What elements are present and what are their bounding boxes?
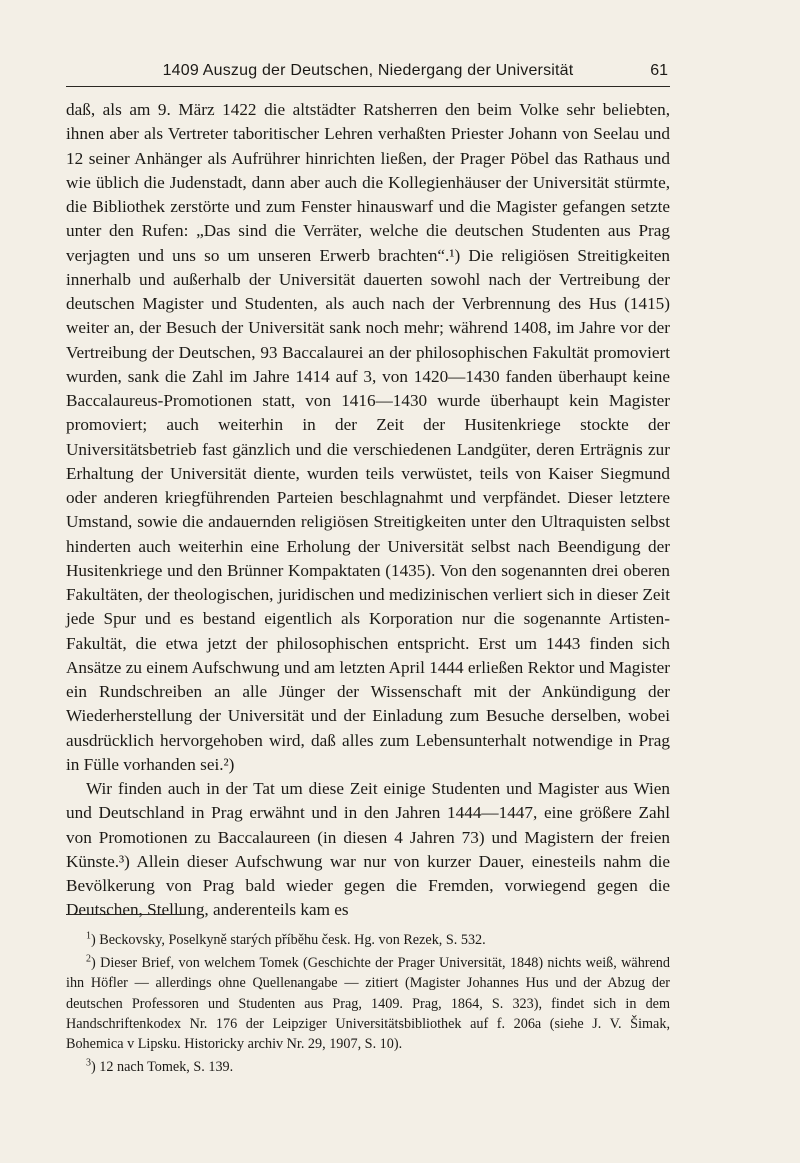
footnote [66,953,670,1054]
footnote-mark: 1 [86,930,91,942]
running-title: 1409 Auszug der Deutschen, Niedergang der Universität [162,62,574,79]
page-number: 61 [650,62,668,79]
paragraph: daß, als am 9. März 1422 die altstädter Ratsherren den beim Volke sehr beliebten, ihnen aber als Vertreter taboritischer Lehren verhaßten Priester Johann von Seelau und 12 seiner Anhänger als Aufrührer hinrichten ließen, der Prager Pöbel das Rathaus und wie üblich die Judenstadt, dann aber auch die Kollegienhäuser der Universität stürmte, die Bibliothek zerstörte und zum Fenster hinauswarf und die Magister gefangen setzte unter den Rufen: „Das sind die Verräter, welche die deutschen Studenten aus Prag verjagten und uns so um unseren Erwerb brachten“.¹) Die religiösen Streitigkeiten innerhalb und außerhalb der Universität dauerten sowohl nach der Vertreibung der deutschen Magister und Studenten, als auch nach der Verbrennung des Hus (1415) weiter an, der Besuch der Universität sank noch mehr; während 1408, im Jahre vor der Vertreibung der Deutschen, 93 Baccalaurei an der philosophischen Fakultät promoviert wurden, sank die Zahl im Jahre 1414 auf 3, von 1420—1430 fanden überhaupt keine Baccalaureus-Promotionen statt, von 1416—1430 wurde überhaupt kein Magister promoviert; auch weiterhin in der Zeit der Husitenkriege stockte der Universitätsbetrieb fast gänzlich und die verschiedenen Landgüter, deren Erträgnis zur Erhaltung der Universität diente, wurden teils verwüstet, teils von Kaiser Siegmund oder anderen kriegführenden Parteien beschlagnahmt und verpfändet. Dieser letztere Umstand, sowie die andauernden religiösen Streitigkeiten unter den Ultraquisten selbst hinderten auch weiterhin eine Erholung der Universität selbst nach Beendigung der Husitenkriege und den Brünner Kompaktaten (1435). Von den sogenannten drei oberen Fakultäten, der theologischen, juridischen und medizinischen verliert sich in dieser Zeit jede Spur und es bestand eigentlich als Korporation nur die sogenannte Artisten-Fakultät, die etwa jetzt der philosophischen entspricht. Erst um 1443 finden sich Ansätze zu einem Aufschwung und am letzten April 1444 erließen Rektor und Magister ein Rundschreiben an alle Jünger der Wissenschaft mit der Ankündigung der Wiederherstellung der Universität und der Einladung zum Besuche derselben, wobei ausdrücklich hervorgehoben wird, daß alles zum Lebensunterhalt notwendige in Prag in Fülle vorhanden sei.²) [66,100,670,774]
footnote [66,930,670,950]
footnote-text: ) Beckovsky, Poselkyně starých příběhu česk. Hg. von Rezek, S. 532. [91,932,486,948]
footnote [66,1057,670,1077]
footnote-text: ) Dieser Brief, von welchem Tomek (Geschichte der Prager Universität, 1848) nichts weiß, während ihn Höfler — allerdings ohne Quellenangabe — zitiert (Magister Johannes Hus und der Abzug der deutschen Professoren und Studenten aus Prag, 1409. Prag, 1864, S. 323), findet sich in dem Handschriftenkodex Nr. 176 der Leipziger Universitätsbibliothek auf f. 206a (siehe J. V. Šimak, Bohemica v Lipsku. Historicky archiv Nr. 29, 1907, S. 10). [66,955,670,1052]
paragraph: Wir finden auch in der Tat um diese Zeit einige Studenten und Magister aus Wien und Deutschland in Prag erwähnt und in den Jahren 1444—1447, eine größere Zahl von Promotionen zu Baccalaureen (in diesen 4 Jahren 73) und Magistern der freien Künste.³) Allein dieser Aufschwung war nur von kurzer Dauer, einesteils nahm die Bevölkerung von Prag bald wieder gegen die Fremden, vorwiegend gegen die Deutschen, Stellung, anderenteils kam es [66,779,670,920]
footnotes [66,930,670,1080]
footnote-mark: 3 [86,1057,91,1069]
footnote-text: ) 12 nach Tomek, S. 139. [91,1059,233,1075]
footnote-separator [66,914,186,915]
main-text [66,98,670,923]
running-header [66,62,670,87]
footnote-mark: 2 [86,953,91,965]
